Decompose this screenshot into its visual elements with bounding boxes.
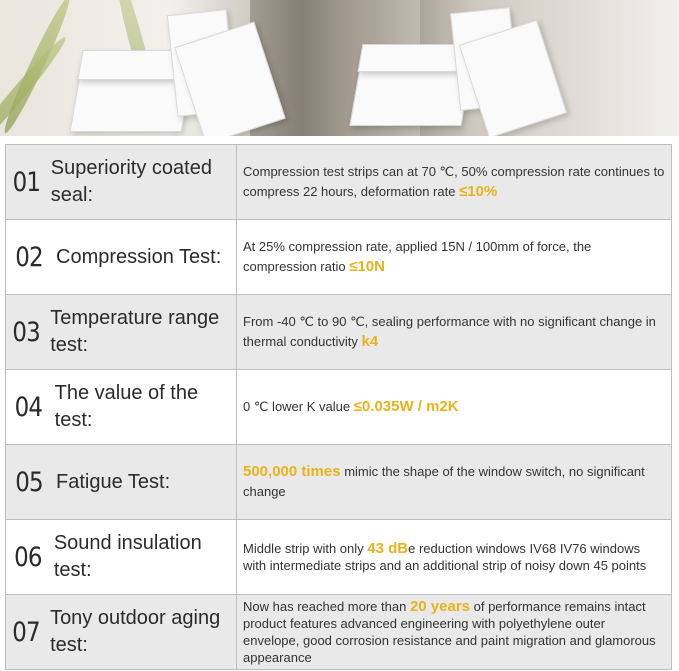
test-title: Compression Test: xyxy=(56,245,222,268)
highlight-value: 500,000 times xyxy=(243,463,341,480)
description-text: of performance remains intact product features advanced engineering with polyethylene outer envelope, good corrosion resistance and paint migration and glamorous appearance xyxy=(243,599,656,665)
test-description-cell xyxy=(237,520,672,595)
row-number: 02 xyxy=(15,241,43,273)
test-name-cell xyxy=(6,595,237,670)
row-number: 07 xyxy=(12,616,40,648)
description-text: From -40 ℃ to 90 ℃, sealing performance with no significant change in thermal conductivity xyxy=(243,314,656,349)
description-text: Middle strip with only xyxy=(243,541,368,556)
highlight-value: 20 years xyxy=(409,598,470,615)
test-description xyxy=(237,598,671,666)
row-number: 01 xyxy=(12,166,41,198)
test-description-cell xyxy=(237,295,672,370)
test-description-cell xyxy=(237,370,672,445)
test-name-cell xyxy=(6,220,237,295)
description-text: mimic the shape of the window switch, no significant change xyxy=(243,464,645,499)
test-description xyxy=(237,162,671,202)
test-title: Superiority coated seal: xyxy=(50,157,212,206)
table-row xyxy=(6,295,672,370)
test-name-cell xyxy=(6,445,237,520)
test-name-cell xyxy=(6,145,237,220)
highlight-value: ≤0.035W / m2K xyxy=(353,398,459,415)
test-name-cell xyxy=(6,295,237,370)
test-description-cell xyxy=(237,445,672,520)
test-description xyxy=(237,237,671,277)
highlight-value: ≤10% xyxy=(459,183,498,200)
table-row xyxy=(6,145,672,220)
description-text: Compression test strips can at 70 ℃, 50% compression rate continues to compress 22 hours, deformation rate xyxy=(243,164,665,199)
description-text: Now has reached more than xyxy=(243,599,410,614)
test-title: The value of the test: xyxy=(54,382,199,431)
highlight-value: k4 xyxy=(361,333,379,350)
description-text: 0 ℃ lower K value xyxy=(243,399,354,414)
test-description-cell xyxy=(237,595,672,670)
description-text: e reduction windows IV68 IV76 windows with intermediate strips and an additional strip of noisy down 45 points xyxy=(243,541,647,573)
table-row xyxy=(6,520,672,595)
table-row xyxy=(6,445,672,520)
test-title: Sound insulation test: xyxy=(53,532,202,581)
foam-pad xyxy=(358,44,470,72)
test-description xyxy=(237,312,671,352)
highlight-value: ≤10N xyxy=(349,258,385,275)
table-row xyxy=(6,595,672,670)
test-description-cell xyxy=(237,145,672,220)
table-row xyxy=(6,370,672,445)
test-name-cell xyxy=(6,520,237,595)
test-title: Temperature range test: xyxy=(50,307,220,356)
product-photo-banner xyxy=(0,0,679,136)
test-spec-table xyxy=(5,144,672,670)
highlight-value: 43 dB xyxy=(367,540,409,557)
test-description xyxy=(237,462,671,502)
test-name-cell xyxy=(6,370,237,445)
test-description xyxy=(237,540,671,574)
description-text: At 25% compression rate, applied 15N / 100mm of force, the compression ratio xyxy=(243,239,592,274)
row-number: 03 xyxy=(12,316,40,348)
row-number: 06 xyxy=(14,541,42,573)
test-title: Tony outdoor aging test: xyxy=(50,607,221,656)
test-description xyxy=(237,397,671,417)
row-number: 05 xyxy=(15,466,43,498)
row-number: 04 xyxy=(14,391,43,423)
table-row xyxy=(6,220,672,295)
test-description-cell xyxy=(237,220,672,295)
test-title: Fatigue Test: xyxy=(56,470,171,493)
